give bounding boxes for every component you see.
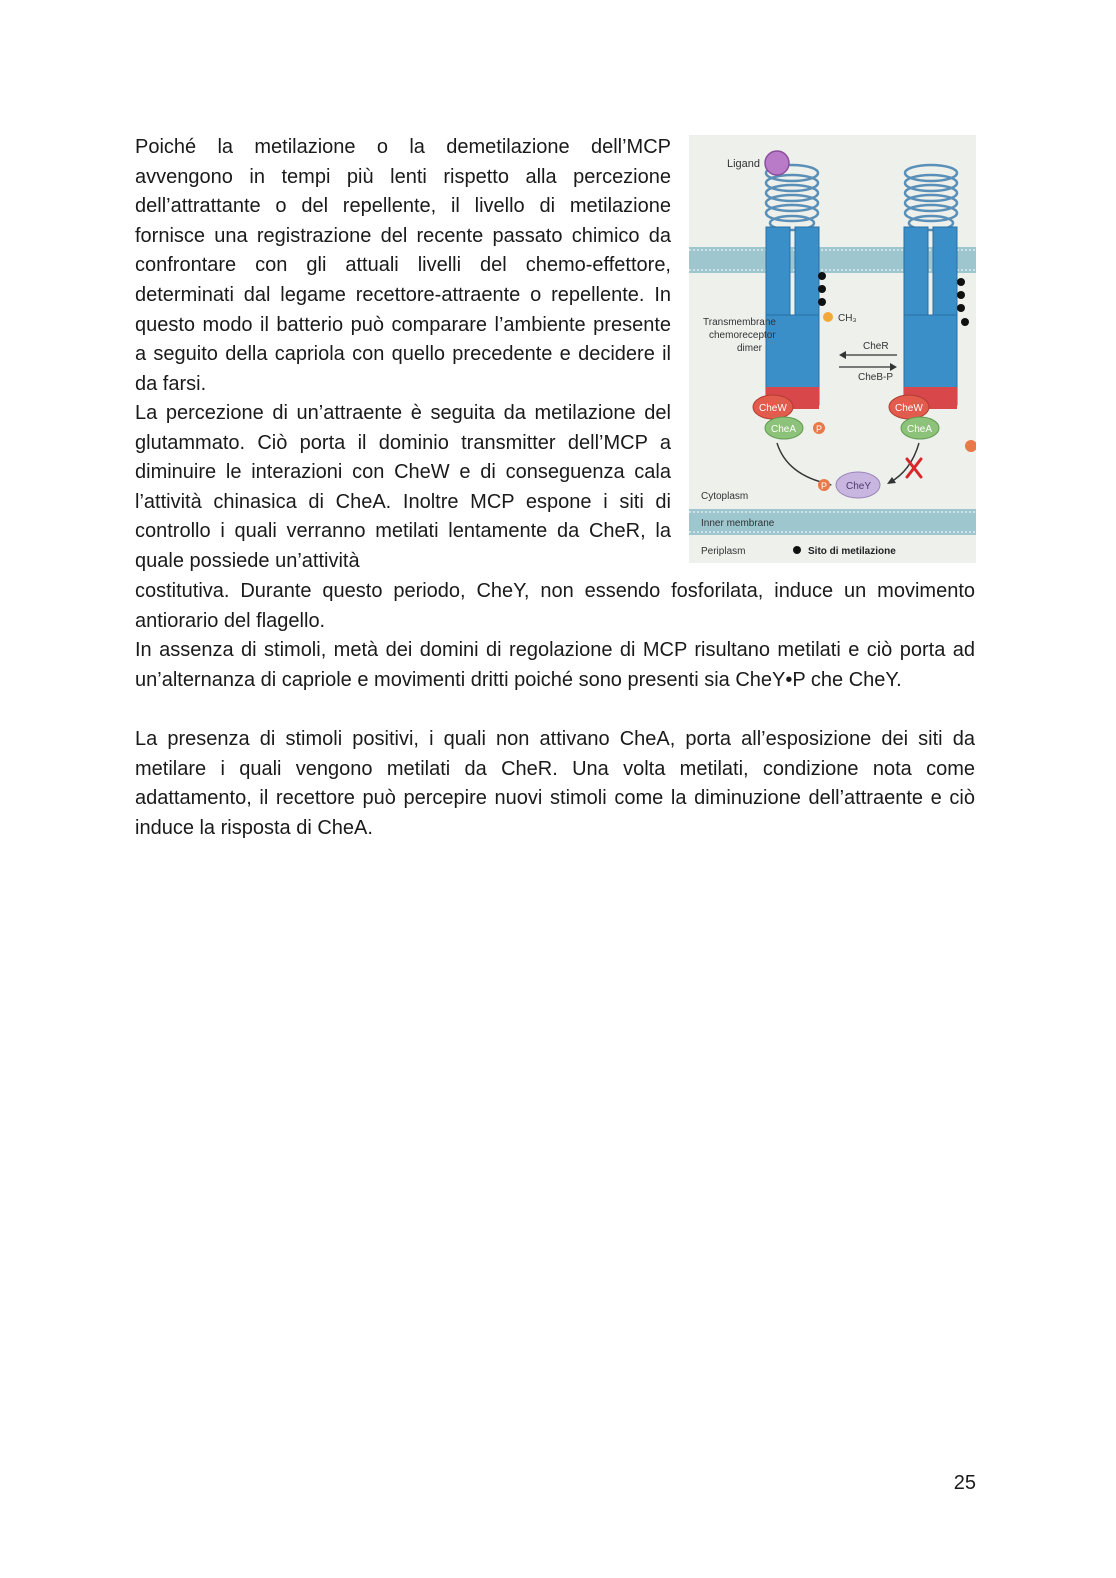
right-receptor-coils	[905, 165, 957, 230]
right-chea-label: CheA	[907, 424, 933, 435]
paragraph-no-stimuli: In assenza di stimoli, metà dei domini di regolazione di MCP risultano metilati e ciò porta ad un’alternanza di capriole e movimenti dritti poiché sono presenti sia CheY•P che CheY.	[135, 639, 975, 691]
paragraph-positive-stimuli: La presenza di stimoli positivi, i quali non attivano CheA, porta all’esposizione dei siti da metilare i quali vengono metilati da CheR. Una volta metilati, condizione nota come adattamento, il recettore può percepire nuovi stimoli come la diminuzione dell’attraente e ciò induce la risposta di CheA.	[135, 728, 975, 839]
ch3-label: CH₃	[838, 313, 857, 324]
cher-label: CheR	[863, 341, 889, 352]
phosphorylation-arrow	[777, 443, 829, 484]
ligand-label: Ligand	[727, 158, 761, 170]
ch3-icon	[823, 312, 833, 322]
cytoplasm-label: Cytoplasm	[701, 491, 749, 502]
paragraph-attractant-perception: La percezione di un’attraente è seguita da metilazione del glutammato. Ciò porta il dominio transmitter dell’MCP a diminuire le interazioni con CheW e di conseguenza cala l’attività chinasica di CheA. Inoltre MCP espone i siti di controllo i quali verranno metilati lentamente da CheR, la quale possiede un’attività	[135, 402, 671, 572]
periplasm-label: Periplasm	[701, 546, 746, 557]
chemoreceptor-figure	[689, 135, 976, 563]
paragraph-attractant-perception-continued: costitutiva. Durante questo periodo, CheY, non essendo fosforilata, induce un movimento antiorario del flagello.	[135, 580, 975, 632]
edge-phosphate-icon	[965, 440, 976, 452]
methylation-site-legend-label: Sito di metilazione	[808, 546, 896, 557]
transmembrane-label-2: chemoreceptor	[709, 330, 776, 341]
page-number: 25	[953, 1472, 976, 1494]
chey-label: CheY	[846, 481, 872, 492]
transmembrane-label-3: dimer	[737, 343, 763, 354]
block-x-icon	[907, 459, 921, 477]
blocked-arrow	[889, 443, 919, 483]
left-phosphate-label: P	[816, 424, 823, 434]
cheb-p-label: CheB-P	[858, 372, 894, 383]
methylation-site-legend-icon	[793, 546, 801, 554]
inner-membrane-label: Inner membrane	[701, 518, 775, 529]
left-chew-label: CheW	[759, 403, 787, 414]
left-chea-label: CheA	[771, 424, 797, 435]
chemoreceptor-diagram	[689, 135, 976, 563]
transmembrane-label-1: Transmembrane	[703, 317, 776, 328]
ligand-icon	[765, 151, 789, 175]
right-chew-label: CheW	[895, 403, 923, 414]
chey-phosphate-label: P	[821, 481, 828, 491]
paragraph-methylation-memory: Poiché la metilazione o la demetilazione dell’MCP avvengono in tempi più lenti rispetto alla percezione dell’attrattante o del repellente, il livello di metilazione fornisce una registrazione del recente passato chimico da confrontare con gli attuali livelli del chemo-effettore, determinati dal legame recettore-attraente o repellente. In questo modo il batterio può comparare l’ambiente presente a seguito della capriola con quello precedente e decidere il da farsi.	[135, 136, 671, 395]
